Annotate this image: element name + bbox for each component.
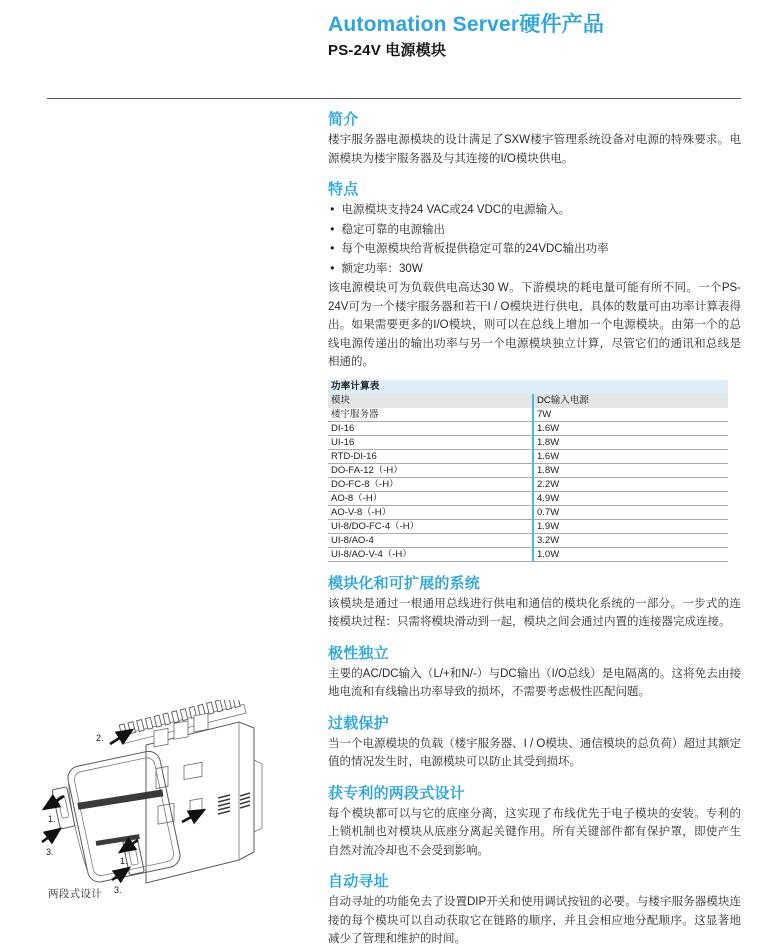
page-title: Automation Server硬件产品 xyxy=(328,13,605,36)
column-header-dc-input: DC输入电源 xyxy=(533,394,728,408)
section-two-piece xyxy=(328,784,741,861)
table-row xyxy=(328,505,728,519)
feature-text: 每个电源模块给背板提供稳定可靠的24VDC输出功率 xyxy=(341,243,609,255)
cell-module: UI-8/AO-4 xyxy=(328,533,533,547)
section-body-modular: 该模块是通过一根通用总线进行供电和通信的模块化系统的一部分。一步式的连接模块过程：只需将模块滑动到一起，模块之间会通过内置的连接器完成连接。 xyxy=(328,597,741,628)
section-body-polarity: 主要的AC/DC输入（L/+和N/-）与DC输出（I/O总线）是电隔离的。这将免去由接地电流和有线输出功率导致的损坏，不需要考虑极性匹配问题。 xyxy=(328,667,741,698)
table-row xyxy=(328,533,728,547)
power-table-grid xyxy=(328,394,728,562)
bullet-icon: ● xyxy=(330,262,335,272)
cell-power: 3.2W xyxy=(533,533,728,547)
table-row xyxy=(328,449,728,463)
feature-item xyxy=(328,221,741,241)
two-piece-design-figure xyxy=(34,700,314,900)
arrow-label-3: 3. xyxy=(46,847,54,857)
column-header-module: 模块 xyxy=(328,394,533,408)
table-row xyxy=(328,463,728,477)
section-heading-polarity: 极性独立 xyxy=(328,644,389,662)
bullet-icon: ● xyxy=(330,223,335,233)
cell-power: 1.6W xyxy=(533,449,728,463)
table-header-row xyxy=(328,394,728,408)
arrow-label-3b: 3. xyxy=(114,885,122,895)
bullet-icon: ● xyxy=(330,243,335,252)
section-heading-auto-addressing: 自动寻址 xyxy=(328,873,389,890)
content-column xyxy=(328,12,741,949)
arrow-label-1b: 1. xyxy=(120,856,128,866)
cell-power: 1.0W xyxy=(533,547,728,561)
feature-text: 额定功率：30W xyxy=(341,262,423,275)
table-row xyxy=(328,547,728,561)
feature-item xyxy=(328,201,741,221)
section-body-intro: 楼宇服务器电源模块的设计满足了SXW楼宇管理系统设备对电源的特殊要求。电源模块为楼宇服务器及与其连接的I/O模块供电。 xyxy=(328,134,741,165)
page-subtitle: PS-24V 电源模块 xyxy=(328,42,447,59)
feature-text: 稳定可靠的电源输出 xyxy=(341,223,446,236)
bullet-icon: ● xyxy=(330,204,335,213)
table-row xyxy=(328,519,728,533)
section-heading-modular: 模块化和可扩展的系统 xyxy=(328,574,481,592)
cell-power: 1.6W xyxy=(533,421,728,435)
power-table xyxy=(328,380,728,562)
figure-caption: 两段式设计 xyxy=(48,888,102,900)
table-row xyxy=(328,408,728,422)
cell-module: UI-16 xyxy=(328,435,533,449)
cell-module: DO-FC-8（-H） xyxy=(328,477,533,491)
feature-list xyxy=(328,201,741,279)
section-features xyxy=(328,180,741,372)
table-row xyxy=(328,477,728,491)
module-line-drawing xyxy=(34,700,314,900)
cell-power: 0.7W xyxy=(533,505,728,519)
cell-module: AO-8（-H） xyxy=(328,491,533,505)
cell-module: UI-8/DO-FC-4（-H） xyxy=(328,519,533,533)
table-row xyxy=(328,421,728,435)
cell-power: 4.9W xyxy=(533,491,728,505)
section-heading-two-piece: 获专利的两段式设计 xyxy=(328,784,465,802)
section-modular xyxy=(328,574,741,632)
feature-item xyxy=(328,260,741,280)
cell-power: 7W xyxy=(533,408,728,422)
cell-module: UI-8/AO-V-4（-H） xyxy=(328,547,533,561)
section-body-auto-addressing: 自动寻址的功能免去了设置DIP开关和使用调试按钮的必要。与楼宇服务器模块连接的每个模块可以自动获取它在链路的顺序，并且会相应地分配顺序。这显著地减少了管理和维护的时间。 xyxy=(328,896,741,945)
section-body-features: 该电源模块可为负载供电高达30 W。下游模块的耗电量可能有所不同。一个PS-24V可为一个楼宇服务器和若干I / O模块进行供电，具体的数量可由功率计算表得出。如果需要更多的I/O模块，则可以在总线上增加一个电源模块。由第一个的总线电源传递出的输出功率与另一个电源模块独立计算，尽管它们的通讯和总线是相通的。 xyxy=(328,282,741,368)
section-body-two-piece: 每个模块都可以与它的底座分离，这实现了布线优先于电子模块的安装。专利的上锁机制也对模块从底座分离起关键作用。所有关键部件都有保护罩，即使产生自然对流冷却也不会受到影响。 xyxy=(328,807,741,857)
section-body-overload: 当一个电源模块的负载（楼宇服务器、I / O模块、通信模块的总负荷）超过其额定值的情况发生时，电源模块可以防止其受到损坏。 xyxy=(328,737,741,768)
cell-module: DO-FA-12（-H） xyxy=(328,463,533,477)
cell-module: 楼宇服务器 xyxy=(328,408,533,422)
arrow-label-1: 1. xyxy=(48,814,56,824)
arrow-label-2: 2. xyxy=(96,733,104,743)
cell-power: 1.8W xyxy=(533,435,728,449)
cell-power: 2.2W xyxy=(533,477,728,491)
table-row xyxy=(328,491,728,505)
section-heading-overload: 过载保护 xyxy=(328,714,389,732)
section-intro xyxy=(328,110,741,168)
section-heading-features: 特点 xyxy=(328,181,359,198)
cell-module: AO-V-8（-H） xyxy=(328,505,533,519)
base-unit xyxy=(117,700,262,883)
cell-power: 1.9W xyxy=(533,519,728,533)
section-heading-intro: 简介 xyxy=(328,111,359,128)
section-auto-addressing xyxy=(328,872,741,949)
cell-module: RTD-DI-16 xyxy=(328,449,533,463)
cell-power: 1.8W xyxy=(533,463,728,477)
cell-module: DI-16 xyxy=(328,421,533,435)
power-table-caption: 功率计算表 xyxy=(328,380,728,394)
table-row xyxy=(328,435,728,449)
feature-item xyxy=(328,240,741,260)
section-overload xyxy=(328,714,741,772)
section-polarity xyxy=(328,644,741,702)
feature-text: 电源模块支持24 VAC或24 VDC的电源输入。 xyxy=(341,204,571,216)
